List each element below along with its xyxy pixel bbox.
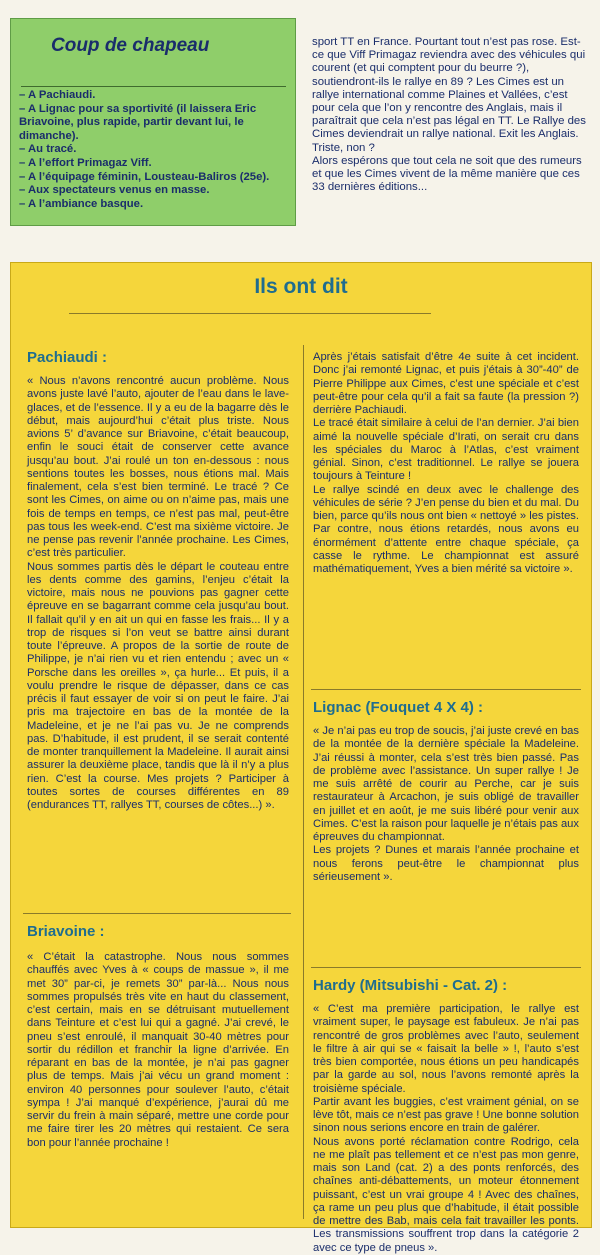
section-heading-hardy: Hardy (Mitsubishi - Cat. 2) : (313, 977, 508, 994)
hardy-section (313, 977, 579, 1255)
chapeau-item: – A l’ambiance basque. (19, 197, 144, 210)
section-divider (311, 967, 581, 968)
section-divider (23, 913, 291, 914)
chapeau-item: – A l’équipage féminin, Lousteau-Baliros (25e). (19, 170, 270, 183)
briavoine-section (27, 923, 289, 1150)
column-divider (303, 345, 304, 1219)
body-paragraph: Alors espérons que tout cela ne soit que des rumeurs et que les Cimes vivent de la même manière que ces 33 dernières éditions... (312, 154, 582, 194)
body-paragraph: Nous sommes partis dès le départ le couteau entre les dents comme des gamins, l’enjeu c’était la victoire, mais nous ne pouvions pas gagner cette épreuve en se bagarrant comme cela jusqu’au bout. Il fallait qu’il y en ait un qui en fasse les frais... Il y a trop de risques si l’on veut se battre ainsi durant toute l’épreuve. A propos de la sortie de route de Philippe, je n’ai rien vu et rien entendu ; avec un « Porsche dans les oreilles », ça hurle... Et puis, il a voulu prendre le risque de dépasser, dans ce cas précis il faut essayer de voir si on peut le faire. J’ai pris ma trajectoire en bas de la montée de la Madeleine, et je ne l’ai pas vu. Je ne comprends pas. D’habitude, il est prudent, il se serait contenté de monter tranquillement la Madeleine. Il aurait ainsi assurer la deuxième place, tandis que là il n’y a plus rien. C’est la course. Mes projets ? Participer à toutes sortes de courses différentes en 89 (endurances TT, rallyes TT, courses de côtes...) ». (27, 560, 289, 811)
article-title: Ils ont dit (254, 275, 348, 298)
body-paragraph: Nous avons porté réclamation contre Rodrigo, cela ne me plaît pas tellement et ce n’est pas mon genre, mais son Land (cat. 2) a des ponts renforcés, des chaînes anti-débattements, un moteur étonnement puissant, c’est un vrai groupe 4 ! Avec des chaînes, ça rame un peu plus que d’habitude, il était possible de mettre des Bab, mais cela fait travailler les ponts. Les transmissions souffrent trop dans la catégorie 2 avec ce type de pneus ». (313, 1135, 579, 1254)
section-heading-briavoine: Briavoine : (27, 923, 105, 940)
body-paragraph: Après j’étais satisfait d’être 4e suite à cet incident. Donc j’ai remonté Lignac, et puis j’étais à 30”-40” de Pierre Philippe aux Cimes, c’est une spéciale et c’est peut-être pour cela qu’il a fait sa faute (la pression ?) derrière Pachiaudi. (313, 351, 579, 416)
coup-de-chapeau-box (10, 18, 296, 226)
chapeau-item: – A Lignac pour sa sportivité (il laissera Eric Briavoine, plus rapide, partir devant lui, le dimanche). (19, 102, 257, 142)
lignac-section (313, 699, 579, 884)
section-heading-lignac: Lignac (Fouquet 4 X 4) : (313, 699, 484, 716)
left-column (27, 349, 289, 812)
title-rule (69, 313, 431, 314)
section-divider (311, 689, 581, 690)
chapeau-item: – Aux spectateurs venus en masse. (19, 184, 210, 197)
top-right-column (312, 36, 590, 194)
body-paragraph: sport TT en France. Pourtant tout n’est pas rose. Est-ce que Viff Primagaz reviendra avec des véhicules qui courent (et qui comptent pour du beurre ?), soutiendront-ils le rallye en 89 ? Les Cimes est un rallye international comme Plaines et Vallées, c’est pour cela que l’on y rencontre des Anglais, mais il paraîtrait que cela n’est pas légal en TT. Le Rallye des Cimes deviendrait un rallye national. Exit les Anglais. Triste, non ? (312, 36, 586, 154)
chapeau-item: – A l’effort Primagaz Viff. (19, 156, 152, 169)
body-paragraph: « C’est ma première participation, le rallye est vraiment super, le paysage est fabuleux. Je n’ai pas rencontré de gros problèmes avec l’auto, seulement le filtre à air qui se « faisait la belle » !, l’auto s’est très bien comportée, nous étions un peu handicapés par la garde au sol, nous l’avons remonté après la troisième spéciale. (313, 1003, 579, 1095)
coup-de-chapeau-title: Coup de chapeau (51, 35, 210, 56)
body-paragraph: « Nous n’avons rencontré aucun problème. Nous avons juste lavé l’auto, ajouter de l’eau dans le lave-glaces, et de l’essence. Il y a eu de la bagarre dès le début, mais aujourd’hui c’était plus triste. Nous avions 5’ d’avance sur Briavoine, c’était beaucoup, enfin le souci était de conserver cette avance jusqu’au bout. J’ai roulé un ton en-dessous : nous sentions toutes les bosses, nous étions mal. Mais finalement, cela s’est bien terminé. Le tracé ? Ce sont les Cimes, on aime ou on n’aime pas, mais une fois de temps en temps, ce n’est pas mal, peut-être pas tous les week-end. C’est ma sixième victoire. Je ne pense pas revenir l’année prochaine. Les Cimes, c’est très particulier. (27, 375, 289, 560)
chapeau-list (19, 89, 291, 211)
body-paragraph: « Je n’ai pas eu trop de soucis, j’ai juste crevé en bas de la montée de la dernière spéciale la Madeleine. J’ai réussi à monter, cela s’est très bien passé. Pas de problème avec l’assistance. Un super rallye ! Je me suis arrêté de courir au Perche, car je suis restaurateur à Arcachon, je suis obligé de travailler en juillet et en août, je me suis libéré pour venir aux Cimes. C’est la raison pour laquelle je n’étais pas aux épreuves du championnat. (313, 725, 579, 843)
section-heading-pachiaudi: Pachiaudi : (27, 349, 108, 366)
body-paragraph: Le rallye scindé en deux avec le challenge des véhicules de série ? J’en pense du bien et du mal. Du bien, parce qu’ils nous ont bien « nettoyé » les pistes. Par contre, nous étions retardés, nous avons eu énormément d’attente entre chaque spéciale, ça casse le rythme. Le championnat est assuré mathématiquement, Yves a bien mérité sa victoire ». (313, 483, 579, 575)
body-paragraph: Les projets ? Dunes et marais l’année prochaine et nous ferons peut-être le championnat plus sérieusement ». (313, 844, 579, 883)
ils-ont-dit-article (10, 262, 592, 1254)
body-paragraph: « C’était la catastrophe. Nous nous sommes chauffés avec Yves à « coups de massue », il me met 30” par-ci, je remets 30” par-là... Nous nous sommes propulsés très vite en haut du classement, c’est certain, mais en se détruisant mutuellement dans Teinture et c’est lui qui a gagné. J’ai crevé, le pneu s’est enroulé, il manquait 30-40 mètres pour sortir du rédillon et franchir la ligne d’arrivée. En réparant en bas de la montée, je n’ai pas gagner plus de temps. Mais j’ai vécu un grand moment : environ 40 personnes pour soulever l’auto, c’était sympa ! J’ai manqué d’expérience, j’aurai dû me servir du frein à main séparé, mettre une corde pour me faire tirer les 20 mètres qui restaient. Ce sera bon pour l’année prochaine ! (27, 951, 289, 1149)
chapeau-item: – A Pachiaudi. (19, 89, 96, 101)
body-paragraph: Le tracé était similaire à celui de l’an dernier. J’ai bien aimé la nouvelle spéciale d’Irati, on serait cru dans les spéciales du Maroc à l’Atlas, c’est vraiment génial. Sinon, c’est traditionnel. Le rallye se jouera toujours à Teinture ! (313, 417, 579, 483)
chapeau-item: – Au tracé. (19, 143, 77, 156)
right-column-intro (313, 351, 579, 576)
chapeau-divider (21, 86, 286, 87)
body-paragraph: Partir avant les buggies, c’est vraiment génial, on se lève tôt, mais ce n’est pas grave ! Une bonne solution sinon nous serions encore en train de galérer. (313, 1095, 579, 1135)
